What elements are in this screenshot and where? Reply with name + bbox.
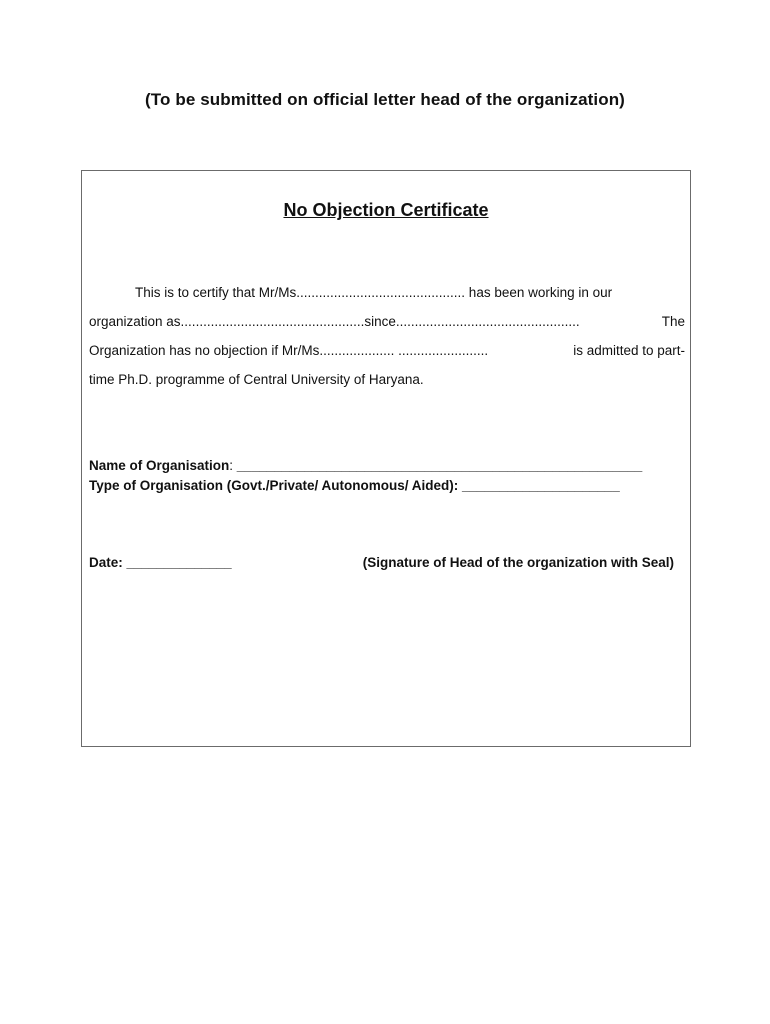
certificate-body-line-4: time Ph.D. programme of Central University of Haryana. [89, 372, 424, 387]
certificate-body-line-3-end: is admitted to part- [573, 343, 685, 358]
certificate-body-line-1: This is to certify that Mr/Ms............................................. has been working in our [135, 285, 613, 300]
signature-label: (Signature of Head of the organization with Seal) [362, 555, 674, 570]
certificate-body-line-3 [89, 343, 685, 358]
date-field [89, 555, 232, 570]
organisation-type-field [89, 478, 620, 493]
organisation-type-blank: _____________________ [458, 478, 620, 493]
date-blank: ______________ [122, 555, 232, 570]
certificate-body-line-2 [89, 314, 685, 329]
certificate-body-line-2-end: The [661, 314, 685, 329]
date-label: Date: [89, 555, 123, 570]
submission-note: (To be submitted on official letter head of the organization) [145, 90, 625, 109]
organisation-name-field [89, 458, 642, 473]
certificate-body-line-2-text: organization as.................................................since................................................. [89, 314, 580, 329]
certificate-body-line-3-text: Organization has no objection if Mr/Ms.................... ........................ [89, 343, 489, 358]
organisation-type-label: Type of Organisation (Govt./Private/ Autonomous/ Aided): [89, 478, 459, 493]
organisation-name-separator: : [229, 458, 234, 473]
certificate-title: No Objection Certificate [283, 200, 489, 220]
certificate-box [81, 170, 691, 747]
organisation-name-label: Name of Organisation [89, 458, 230, 473]
organisation-name-blank: ______________________________________________________ [233, 458, 643, 473]
